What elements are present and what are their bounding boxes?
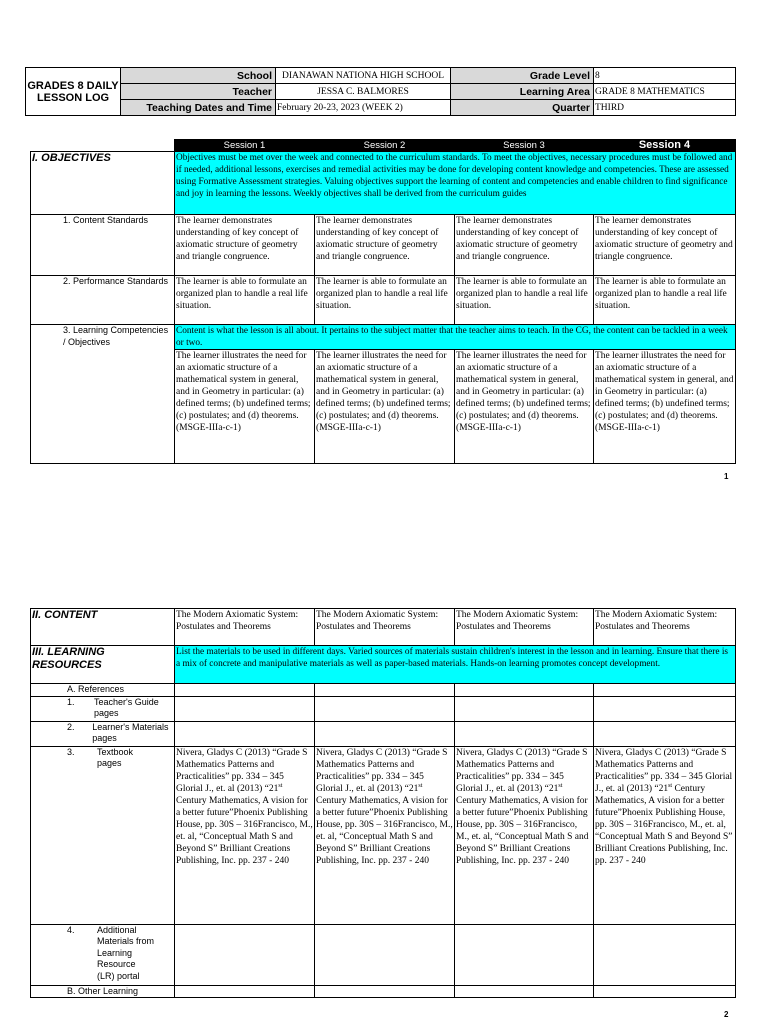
session-corner: [31, 140, 175, 152]
learners-materials-s2: [315, 721, 455, 746]
performance-standards-label: 2. Performance Standards: [31, 276, 175, 325]
textbook-s3-b: Century Mathematics, A vision for a better future”Phoenix Publishing House, pp. 30S – 316Francisco, M., et. al, “Conceptual Math S and Beyond S” Brilliant Creations Publishing, Inc. pp. 237 - 240: [456, 795, 589, 866]
other-learning-label: B. Other Learning: [31, 985, 175, 998]
quarter-value: THIRD: [594, 100, 736, 116]
content-s3: The Modern Axiomatic System: Postulates and Theorems: [455, 609, 594, 646]
grade-title: GRADES 8 DAILY LESSON LOG: [26, 68, 121, 116]
additional-materials-s1: [175, 924, 315, 985]
content-standard-s4: The learner demonstrates understanding of key concept of axiomatic structure of geometry and triangle congruence.: [594, 215, 736, 276]
performance-standard-s3: The learner is able to formulate an organized plan to handle a real life situation.: [455, 276, 594, 325]
teachers-guide-number: 1.: [67, 696, 75, 707]
textbook-s4-sup: st: [668, 782, 673, 789]
content-standard-s1: The learner demonstrates understanding of key concept of axiomatic structure of geometry and triangle congruence.: [175, 215, 315, 276]
learners-materials-s3: [455, 721, 594, 746]
textbook-s2-sup: st: [418, 782, 423, 789]
additional-materials-s4: [594, 924, 736, 985]
learners-materials-row-label: [31, 721, 175, 746]
teachers-guide-s2: [315, 696, 455, 721]
session-4-header: Session 4: [594, 140, 736, 152]
performance-standard-s1: The learner is able to formulate an organized plan to handle a real life situation.: [175, 276, 315, 325]
session-1-header: Session 1: [175, 140, 315, 152]
competencies-label: 3. Learning Competencies / Objectives: [31, 325, 175, 464]
dates-value: February 20-23, 2023 (WEEK 2): [276, 100, 451, 116]
page-number-2: 2: [724, 1010, 729, 1019]
grade-level-label: Grade Level: [451, 68, 594, 84]
content-resources-table: [30, 608, 736, 998]
textbook-s1-a: Nivera, Gladys C (2013) “Grade S Mathematics Patterns and Practicalities” pp. 334 – 345 Glorial J., et. al (2013) “21: [176, 747, 308, 794]
additional-materials-s3: [455, 924, 594, 985]
textbook-s3-a: Nivera, Gladys C (2013) “Grade S Mathematics Patterns and Practicalities” pp. 334 – 345 Glorial J., et. al (2013) “21: [456, 747, 588, 794]
textbook-s4-b: Century Mathematics, A vision for a better future”Phoenix Publishing House, pp. 30S – 316Francisco, M., et. al, “Conceptual Math S and Beyond S” Brilliant Creations Publishing, Inc. pp. 237 - 240: [595, 783, 733, 866]
resources-instruction: List the materials to be used in different days. Varied sources of materials sustain children's interest in the lesson and in learning. Ensure that there is a mix of concrete and manipulative materials as well as paper-based materials. Hands-on learning promotes concept development.: [175, 646, 736, 684]
teacher-value: JESSA C. BALMORES: [276, 84, 451, 100]
textbook-s1: [175, 746, 315, 924]
references-s4: [594, 684, 736, 697]
objectives-heading: I. OBJECTIVES: [31, 152, 175, 215]
other-learning-s4: [594, 985, 736, 998]
objectives-instruction: Objectives must be met over the week and connected to the curriculum standards. To meet the objectives, necessary procedures must be followed and if needed, additional lessons, exercises and remedial activities may be done for developing content knowledge and competencies. These are assessed using Formative Assessment strategies. Valuing objectives support the learning of content and competencies and enable children to find significance and joy in learning the lessons. Weekly objectives shall be derived from the curriculum guides: [175, 152, 736, 215]
objectives-table: [30, 139, 736, 464]
dates-label: Teaching Dates and Time: [121, 100, 276, 116]
references-s3: [455, 684, 594, 697]
performance-standard-s2: The learner is able to formulate an organized plan to handle a real life situation.: [315, 276, 455, 325]
additional-materials-number: 4.: [67, 924, 75, 935]
textbook-s2: [315, 746, 455, 924]
additional-materials-row-label: [31, 924, 175, 985]
textbook-s1-b: Century Mathematics, A vision for a better future”Phoenix Publishing House, pp. 30S – 316Francisco, M., et. al, “Conceptual Math S and Beyond S” Brilliant Creations Publishing, Inc. pp. 237 - 240: [176, 795, 313, 866]
textbook-s4-a: Nivera, Gladys C (2013) “Grade S Mathematics Patterns and Practicalities” pp. 334 – 345 Glorial J., et. al (2013) “21: [595, 747, 733, 794]
content-standard-s3: The learner demonstrates understanding of key concept of axiomatic structure of geometry and triangle congruence.: [455, 215, 594, 276]
textbook-s1-sup: st: [278, 782, 283, 789]
references-label: A. References: [31, 684, 175, 697]
learners-materials-s1: [175, 721, 315, 746]
other-learning-s1: [175, 985, 315, 998]
learning-area-label: Learning Area: [451, 84, 594, 100]
competency-s4: The learner illustrates the need for an axiomatic structure of a mathematical system in general, and in Geometry in particular: (a) defined terms; (b) undefined terms; (c) postulates; and (d) theorems. (MSGE-IIIa-c-1): [594, 350, 736, 464]
textbook-row-label: [31, 746, 175, 924]
quarter-label: Quarter: [451, 100, 594, 116]
teachers-guide-s1: [175, 696, 315, 721]
resources-heading: III. LEARNING RESOURCES: [31, 646, 175, 684]
school-label: School: [121, 68, 276, 84]
additional-materials-label: Additional Materials from Learning Resource (LR) portal: [97, 924, 155, 981]
session-3-header: Session 3: [455, 140, 594, 152]
competencies-note: Content is what the lesson is all about. It pertains to the subject matter that the teacher aims to teach. In the CG, the content can be tackled in a week or two.: [175, 325, 736, 350]
learners-materials-label: Learner's Materials pages: [92, 721, 169, 743]
performance-standard-s4: The learner is able to formulate an organized plan to handle a real life situation.: [594, 276, 736, 325]
content-s1: The Modern Axiomatic System: Postulates and Theorems: [175, 609, 315, 646]
teacher-label: Teacher: [121, 84, 276, 100]
teachers-guide-s4: [594, 696, 736, 721]
content-s4: The Modern Axiomatic System: Postulates and Theorems: [594, 609, 736, 646]
additional-materials-s2: [315, 924, 455, 985]
teachers-guide-label: Teacher's Guide pages: [93, 696, 159, 718]
competency-s2: The learner illustrates the need for an axiomatic structure of a mathematical system in general, and in Geometry in particular: (a) defined terms; (b) undefined terms; (c) postulates; and (d) theorems. (MSGE-IIIa-c-1): [315, 350, 455, 464]
textbook-label: Textbook pages: [97, 746, 134, 768]
other-learning-s3: [455, 985, 594, 998]
competency-s3: The learner illustrates the need for an axiomatic structure of a mathematical system in general, and in Geometry in particular: (a) defined terms; (b) undefined terms; (c) postulates; and (d) theorems. (MSGE-IIIa-c-1): [455, 350, 594, 464]
other-learning-s2: [315, 985, 455, 998]
content-standard-s2: The learner demonstrates understanding of key concept of axiomatic structure of geometry and triangle congruence.: [315, 215, 455, 276]
textbook-s2-b: Century Mathematics, A vision for a better future”Phoenix Publishing House, pp. 30S – 316Francisco, M., et. al, “Conceptual Math S and Beyond S” Brilliant Creations Publishing, Inc. pp. 237 - 240: [316, 795, 453, 866]
learners-materials-s4: [594, 721, 736, 746]
header-table: [25, 67, 736, 116]
content-heading: II. CONTENT: [31, 609, 175, 646]
learning-area-value: GRADE 8 MATHEMATICS: [594, 84, 736, 100]
textbook-s4: [594, 746, 736, 924]
textbook-s2-a: Nivera, Gladys C (2013) “Grade S Mathematics Patterns and Practicalities” pp. 334 – 345 Glorial J., et. al (2013) “21: [316, 747, 448, 794]
textbook-s3-sup: st: [558, 782, 563, 789]
grade-level-value: 8: [594, 68, 736, 84]
teachers-guide-s3: [455, 696, 594, 721]
learners-materials-number: 2.: [67, 721, 75, 732]
references-s2: [315, 684, 455, 697]
teachers-guide-row-label: [31, 696, 175, 721]
textbook-number: 3.: [67, 746, 75, 757]
page-number-1: 1: [724, 472, 729, 481]
session-2-header: Session 2: [315, 140, 455, 152]
competency-s1: The learner illustrates the need for an axiomatic structure of a mathematical system in general, and in Geometry in particular: (a) defined terms; (b) undefined terms; (c) postulates; and (d) theorems. (MSGE-IIIa-c-1): [175, 350, 315, 464]
textbook-s3: [455, 746, 594, 924]
school-value: DIANAWAN NATIONA HIGH SCHOOL: [276, 68, 451, 84]
references-s1: [175, 684, 315, 697]
content-s2: The Modern Axiomatic System: Postulates and Theorems: [315, 609, 455, 646]
content-standards-label: 1. Content Standards: [31, 215, 175, 276]
